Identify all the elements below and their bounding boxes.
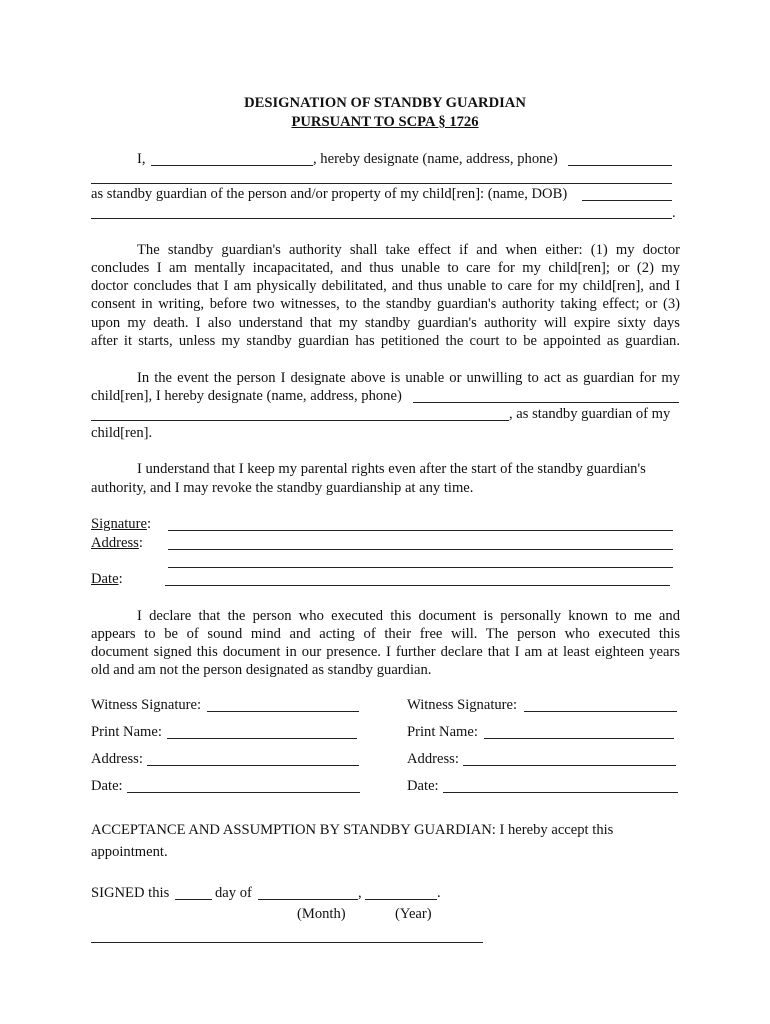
- address-label: Address: [91, 535, 139, 551]
- date-label: Date: [91, 571, 119, 587]
- acceptance-heading: ACCEPTANCE AND ASSUMPTION BY STANDBY GUARDIAN: I hereby accept this: [91, 822, 614, 838]
- acceptance-appointment: appointment.: [91, 844, 168, 860]
- authority-line: upon my death. I also understand that my standby guardian's authority will expire sixty days: [91, 315, 680, 331]
- child-info-line-1[interactable]: [582, 200, 672, 201]
- witness1-signature-line[interactable]: [207, 711, 359, 712]
- witness1-date-label: Date:: [91, 778, 123, 794]
- declaration-line: I declare that the person who executed this document is personally known to me and: [137, 608, 680, 624]
- authority-line: doctor concludes that I am physically debilitated, and thus unable to care for my child[ren], and I: [91, 278, 680, 294]
- signed-year-line[interactable]: [365, 899, 437, 900]
- authority-line: The standby guardian's authority shall take effect if and when either: (1) my doctor: [137, 242, 680, 258]
- child-info-line-2[interactable]: [91, 218, 672, 219]
- child-info-period: .: [672, 205, 676, 221]
- day-of-label: day of: [215, 885, 252, 901]
- signature-line[interactable]: [168, 530, 673, 531]
- witness2-print-name-label: Print Name:: [407, 724, 478, 740]
- alternate-info-line-1[interactable]: [413, 402, 679, 403]
- parent-name-line[interactable]: [151, 165, 313, 166]
- declaration-line: document signed this document in our presence. I further declare that I am at least eighteen years: [91, 644, 680, 660]
- authority-line: consent in writing, before two witnesses, to the standby guardian's authority taking effect; or (3): [91, 296, 680, 312]
- designee-info-line-2[interactable]: [91, 183, 672, 184]
- guardian-signature-line[interactable]: [91, 942, 483, 943]
- alternate-line: In the event the person I designate above is unable or unwilling to act as guardian for my: [137, 370, 680, 386]
- declaration-line: old and am not the person designated as standby guardian.: [91, 662, 432, 678]
- document-subtitle: PURSUANT TO SCPA § 1726: [291, 114, 479, 130]
- witness2-address-line[interactable]: [463, 765, 676, 766]
- designee-info-line-1[interactable]: [568, 165, 672, 166]
- witness1-print-name-line[interactable]: [167, 738, 357, 739]
- alternate-line: child[ren], I hereby designate (name, address, phone): [91, 388, 402, 404]
- address-line-1[interactable]: [168, 549, 673, 550]
- witness2-signature-label: Witness Signature:: [407, 697, 518, 713]
- document-title: DESIGNATION OF STANDBY GUARDIAN: [244, 95, 526, 111]
- designation-text: , hereby designate (name, address, phone): [313, 151, 558, 167]
- authority-line: concludes I am mentally incapacitated, and thus unable to care for my child[ren]; or (2) my: [91, 260, 680, 276]
- witness1-address-line[interactable]: [147, 765, 359, 766]
- signed-period: .: [437, 885, 441, 901]
- year-caption: (Year): [395, 906, 432, 922]
- rights-line: authority, and I may revoke the standby guardianship at any time.: [91, 480, 474, 496]
- witness2-date-label: Date:: [407, 778, 439, 794]
- date-line[interactable]: [165, 585, 670, 586]
- authority-line: after it starts, unless my standby guardian has petitioned the court to be appointed as guardian.: [91, 333, 680, 349]
- witness2-date-line[interactable]: [443, 792, 678, 793]
- witness1-signature-label: Witness Signature:: [91, 697, 202, 713]
- witness2-signature-line[interactable]: [524, 711, 677, 712]
- standby-child-text: as standby guardian of the person and/or property of my child[ren]: (name, DOB): [91, 186, 568, 202]
- alternate-line: , as standby guardian of my: [509, 406, 671, 422]
- witness1-print-name-label: Print Name:: [91, 724, 162, 740]
- alternate-line: child[ren].: [91, 425, 153, 441]
- witness2-print-name-line[interactable]: [484, 738, 674, 739]
- signed-month-line[interactable]: [258, 899, 358, 900]
- signed-comma: ,: [358, 885, 362, 901]
- witness2-address-label: Address:: [407, 751, 459, 767]
- signature-label: Signature: [91, 516, 147, 532]
- address-line-2[interactable]: [168, 567, 673, 568]
- signed-this-label: SIGNED this: [91, 885, 170, 901]
- witness1-date-line[interactable]: [127, 792, 360, 793]
- witness1-address-label: Address:: [91, 751, 143, 767]
- designation-i: I,: [137, 151, 146, 167]
- signed-day-line[interactable]: [175, 899, 212, 900]
- rights-line: I understand that I keep my parental rights even after the start of the standby guardian's: [137, 461, 646, 477]
- alternate-info-line-2[interactable]: [91, 420, 509, 421]
- month-caption: (Month): [297, 906, 346, 922]
- declaration-line: appears to be of sound mind and acting of their free will. The person who executed this: [91, 626, 680, 642]
